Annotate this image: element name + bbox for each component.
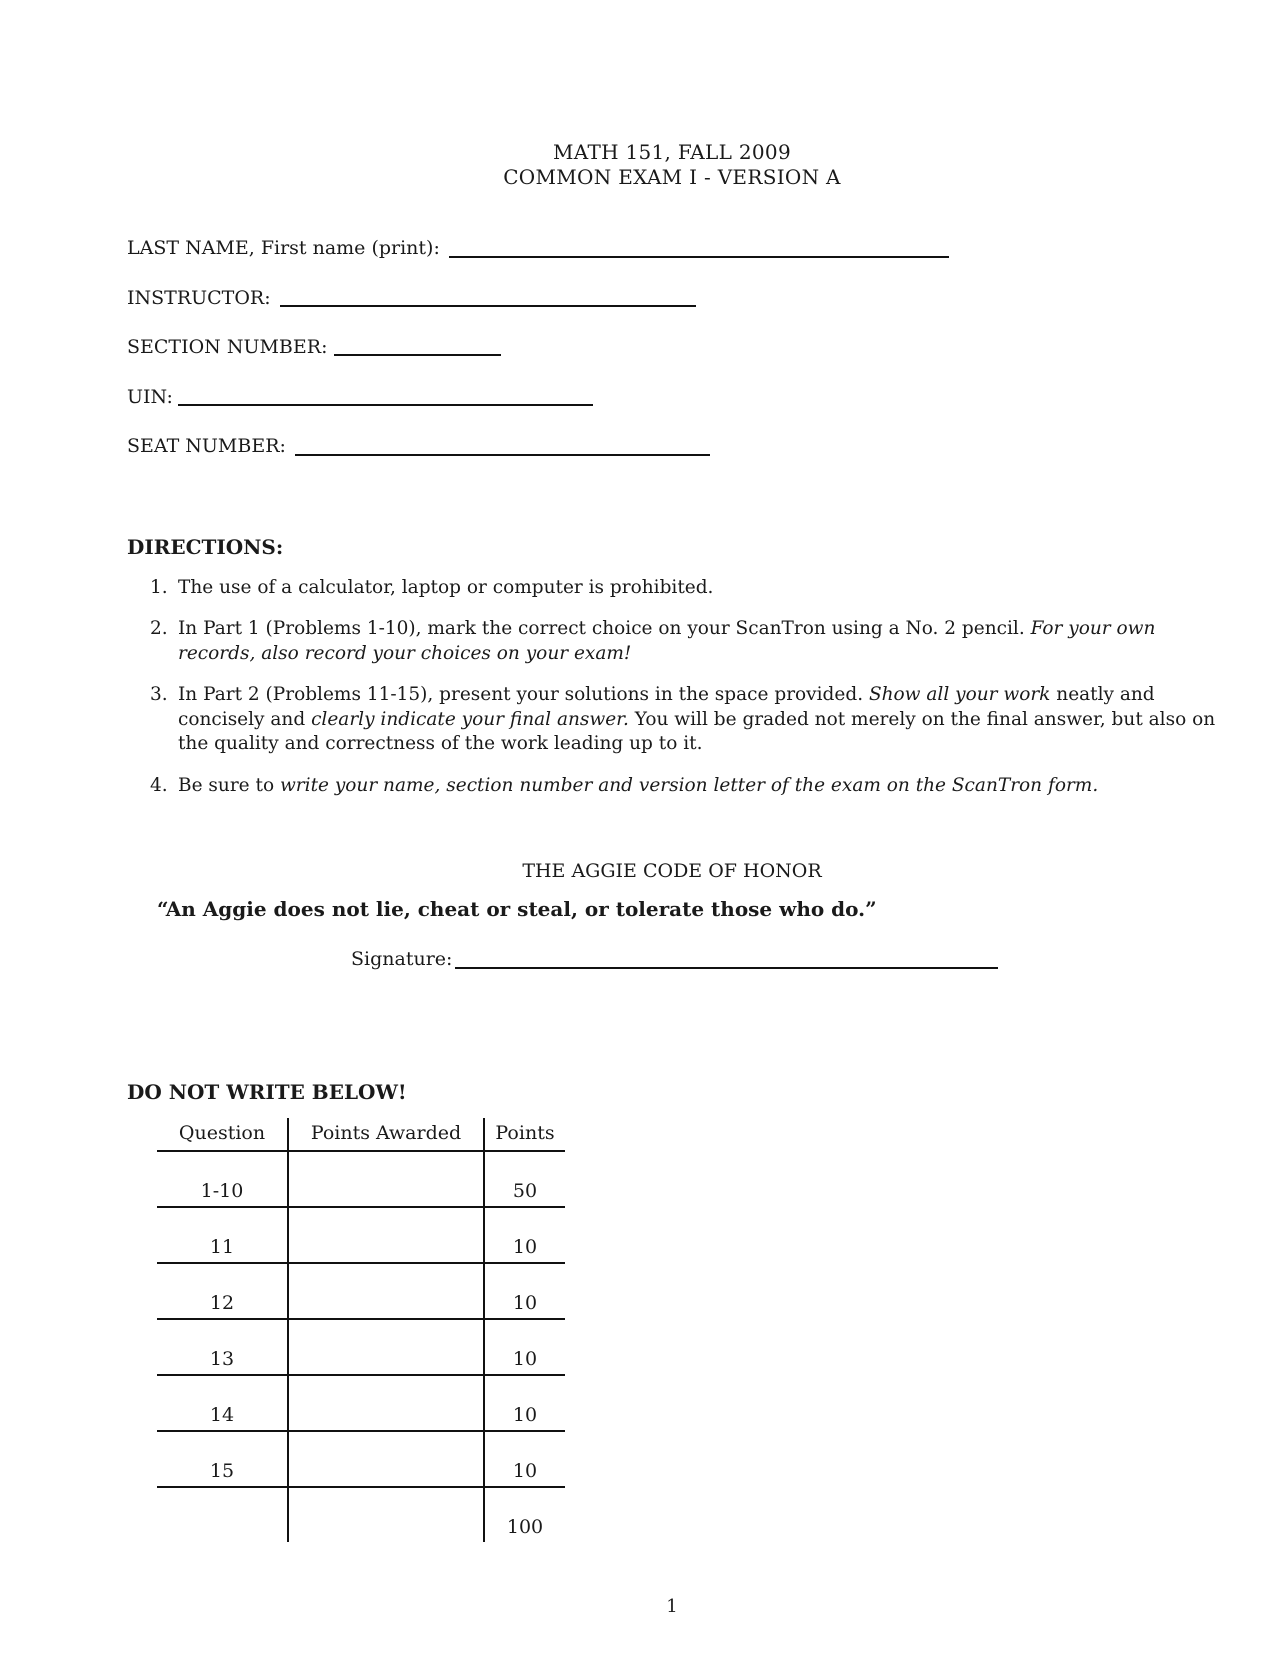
awarded-cell [288, 1319, 484, 1375]
total-points-cell: 100 [506, 1516, 544, 1538]
table-row [157, 1207, 565, 1263]
direction-text: Be sure to [178, 775, 280, 796]
awarded-cell [288, 1431, 484, 1487]
points-cell: 10 [484, 1207, 565, 1263]
directions-heading: DIRECTIONS: [127, 535, 284, 559]
direction-item [150, 774, 1220, 799]
question-cell: 11 [157, 1207, 288, 1263]
direction-text: neatly and concisely and [178, 684, 1155, 730]
direction-text: The use of a calculator, laptop or computer is prohibited. [178, 577, 714, 598]
exam-title-course: MATH 151, FALL 2009 [553, 140, 791, 164]
question-cell: 1-10 [157, 1151, 288, 1207]
direction-number: 2. [150, 618, 168, 639]
direction-text-emphasis: Show all your work [868, 684, 1051, 705]
table-row [157, 1375, 565, 1431]
column-header-question: Question [157, 1118, 288, 1151]
direction-text: In Part 2 (Problems 11-15), present your solutions in the space provided. [178, 684, 869, 705]
table-row [157, 1319, 565, 1375]
exam-title-version: COMMON EXAM I - VERSION A [503, 165, 841, 189]
signature-label: Signature: [351, 948, 453, 970]
awarded-cell [288, 1487, 484, 1542]
direction-number: 3. [150, 684, 168, 705]
section-label: SECTION NUMBER: [127, 336, 328, 358]
question-cell: 12 [157, 1263, 288, 1319]
column-header-points: Points [484, 1118, 565, 1151]
score-table [157, 1118, 565, 1542]
awarded-cell [288, 1151, 484, 1207]
honor-code-title: THE AGGIE CODE OF HONOR [522, 860, 822, 882]
direction-text-emphasis: clearly indicate your final answer. [311, 708, 629, 730]
column-header-points-awarded: Points Awarded [288, 1118, 484, 1151]
name-line[interactable] [449, 256, 949, 258]
points-cell: 10 [484, 1263, 565, 1319]
seat-label: SEAT NUMBER: [127, 435, 286, 457]
direction-text: You will be graded not merely on the final answer, but also on the quality and correctness of the work leading up to it. [178, 708, 1216, 754]
question-cell [157, 1487, 288, 1542]
seat-line[interactable] [295, 454, 710, 456]
total-row [157, 1487, 565, 1542]
awarded-cell [288, 1263, 484, 1319]
honor-code-quote: “An Aggie does not lie, cheat or steal, or tolerate those who do.” [157, 897, 877, 921]
page-number: 1 [666, 1596, 678, 1617]
table-row [157, 1431, 565, 1487]
do-not-write-heading: DO NOT WRITE BELOW! [127, 1080, 407, 1104]
direction-item [150, 617, 1220, 666]
direction-text: In Part 1 (Problems 1-10), mark the correct choice on your ScanTron using a No. 2 pencil. [178, 618, 1031, 639]
direction-item [150, 576, 1220, 601]
uin-label: UIN: [127, 386, 173, 408]
section-line[interactable] [334, 354, 501, 356]
question-cell: 13 [157, 1319, 288, 1375]
direction-text-emphasis: write your name, section number and version letter of the exam on the ScanTron form. [279, 775, 1099, 796]
direction-number: 1. [150, 577, 168, 598]
question-cell: 15 [157, 1431, 288, 1487]
awarded-cell [288, 1207, 484, 1263]
points-cell: 10 [484, 1319, 565, 1375]
table-row [157, 1151, 565, 1207]
instructor-label: INSTRUCTOR: [127, 287, 271, 309]
name-label: LAST NAME, First name (print): [127, 237, 440, 259]
uin-line[interactable] [178, 404, 593, 406]
direction-item [150, 683, 1220, 757]
awarded-cell [288, 1375, 484, 1431]
points-cell: 10 [484, 1375, 565, 1431]
instructor-line[interactable] [280, 305, 696, 307]
points-cell: 10 [484, 1431, 565, 1487]
table-row [157, 1263, 565, 1319]
points-cell: 50 [484, 1151, 565, 1207]
signature-line[interactable] [455, 967, 998, 969]
direction-number: 4. [150, 775, 168, 796]
direction-text-emphasis: For your own records, also record your choices on your exam! [178, 618, 1156, 664]
question-cell: 14 [157, 1375, 288, 1431]
